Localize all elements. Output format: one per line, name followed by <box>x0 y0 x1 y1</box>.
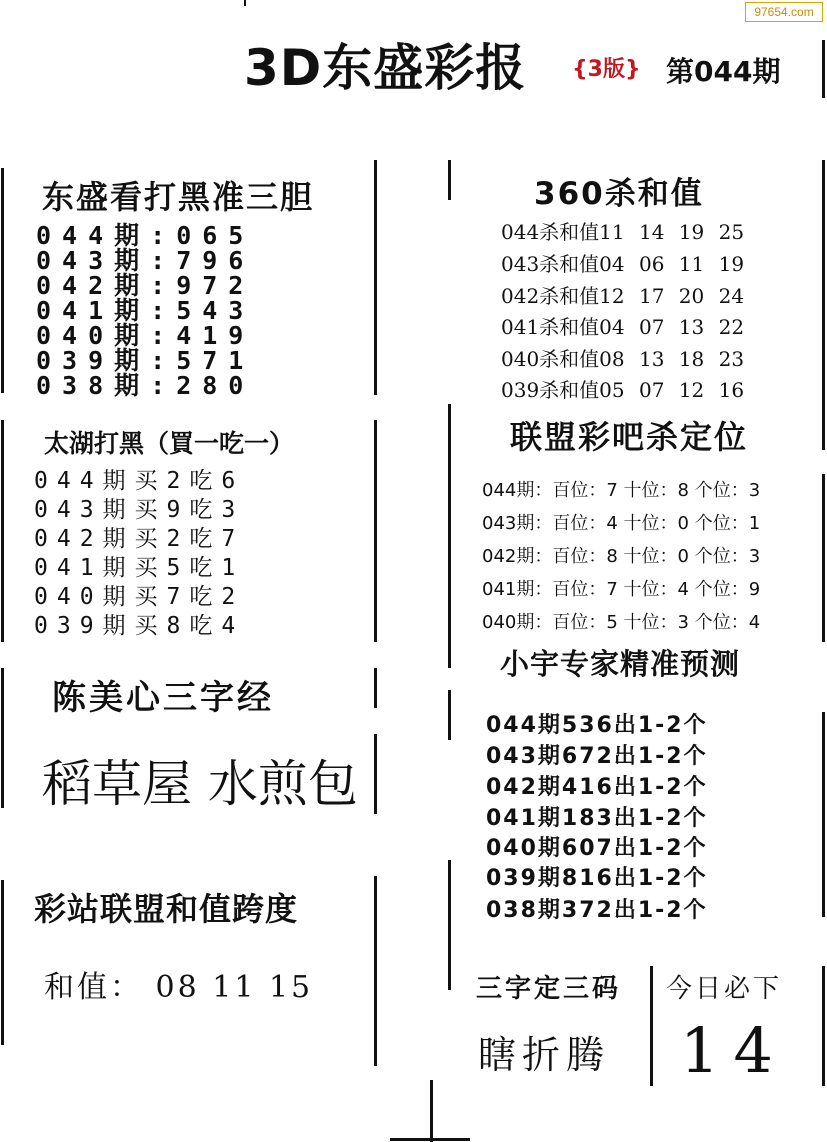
edition-label: {3版} <box>572 57 641 82</box>
list-item: 044期买2吃6 <box>34 468 245 494</box>
list-item: 041期买5吃1 <box>34 555 245 581</box>
chenmeixin-title: 陈美心三字经 <box>52 678 274 718</box>
list-item: 042杀和值12 17 20 24 <box>501 284 745 308</box>
issue-label: 第044期 <box>666 55 781 88</box>
chenmeixin-text: 稻草屋 水煎包 <box>42 755 358 813</box>
center-bottom <box>430 1080 433 1142</box>
list-item: 040期:419 <box>36 321 255 350</box>
page-title: 3D东盛彩报 <box>244 39 527 97</box>
list-item: 044期536出1-2个 <box>486 713 708 738</box>
list-item: 041期:543 <box>36 296 255 325</box>
list-item: 039期816出1-2个 <box>486 866 708 891</box>
header-divider <box>822 40 825 98</box>
list-item: 039期买8吃4 <box>34 613 245 639</box>
list-item: 042期:972 <box>36 271 255 300</box>
left-border <box>1 168 4 393</box>
caizhan-title: 彩站联盟和值跨度 <box>34 890 299 928</box>
list-item: 038期:280 <box>36 371 255 400</box>
list-item: 042期：百位：8 十位：0 个位：3 <box>482 546 761 567</box>
center-divider <box>448 690 451 740</box>
xiaozi-title: 小宇专家精准预测 <box>500 647 741 681</box>
left-border <box>1 668 4 808</box>
left-col-divider <box>374 734 377 814</box>
center-divider <box>448 160 451 200</box>
caizhan-text: 和值： 08 11 15 <box>44 970 314 1005</box>
list-item: 043期：百位：4 十位：0 个位：1 <box>482 513 761 534</box>
center-divider <box>448 860 451 990</box>
list-item: 042期买2吃7 <box>34 526 245 552</box>
right-border <box>822 712 825 917</box>
list-item: 043期买9吃3 <box>34 497 245 523</box>
list-item: 038期372出1-2个 <box>486 898 708 923</box>
watermark-badge[interactable]: 97654.com <box>745 2 823 22</box>
left-col-divider <box>374 420 377 642</box>
dongsheng-title: 东盛看打黑准三胆 <box>42 178 315 216</box>
right-border <box>822 474 825 642</box>
list-item: 043期:796 <box>36 246 255 275</box>
left-border <box>1 880 4 1045</box>
jinri-number: 14 <box>680 1014 787 1087</box>
jinri-title: 今日必下 <box>666 974 783 1004</box>
left-col-divider <box>374 160 377 395</box>
left-border <box>1 420 4 642</box>
list-item: 040期买7吃2 <box>34 584 245 610</box>
right-border <box>822 966 825 1086</box>
list-item: 044期:065 <box>36 221 255 250</box>
lianmeng-title: 联盟彩吧杀定位 <box>510 418 749 456</box>
list-item: 042期416出1-2个 <box>486 775 708 800</box>
bottom-rule <box>390 1138 470 1141</box>
left-col-divider <box>374 876 377 1066</box>
center-divider <box>448 404 451 668</box>
list-item: 041杀和值04 07 13 22 <box>501 315 745 339</box>
top-tick <box>244 0 246 6</box>
sanzi-text: 瞎折腾 <box>478 1033 611 1077</box>
list-item: 040期607出1-2个 <box>486 836 708 861</box>
list-item: 040杀和值08 13 18 23 <box>501 347 745 371</box>
list-item: 041期183出1-2个 <box>486 806 708 831</box>
list-item: 043杀和值04 06 11 19 <box>501 252 745 276</box>
sanzi-title: 三字定三码 <box>476 974 622 1004</box>
left-col-divider <box>374 668 377 708</box>
list-item: 041期：百位：7 十位：4 个位：9 <box>482 579 761 600</box>
list-item: 039杀和值05 07 12 16 <box>501 378 745 402</box>
right-border <box>822 160 825 450</box>
list-item: 039期:571 <box>36 346 255 375</box>
box-divider <box>650 966 653 1086</box>
taihu-title: 太湖打黑（買一吃一） <box>44 429 295 458</box>
list-item: 044期：百位：7 十位：8 个位：3 <box>482 480 761 501</box>
list-item: 040期：百位：5 十位：3 个位：4 <box>482 612 761 633</box>
list-item: 043期672出1-2个 <box>486 744 708 769</box>
list-item: 044杀和值11 14 19 25 <box>501 220 745 244</box>
sha360-title: 360杀和值 <box>534 176 704 212</box>
